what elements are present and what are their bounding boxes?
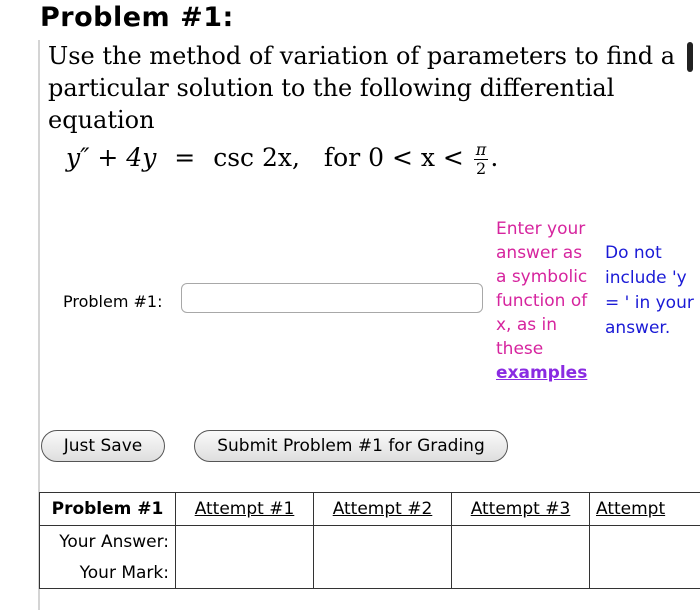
table-row-your-answer [40,526,700,558]
attempt-3-header[interactable]: Attempt #3 [452,493,590,526]
table-header-row [40,493,700,526]
answer-input[interactable] [181,283,483,313]
equation-lhs: y″ + 4y [66,143,157,172]
pi-over-two-fraction [474,141,489,178]
fraction-denominator: 2 [475,159,487,178]
just-save-button[interactable]: Just Save [41,430,165,462]
table-row-your-mark [40,557,700,589]
your-answer-label: Your Answer: [40,526,176,558]
attempt-4-answer-cell [590,526,700,558]
attempt-3-answer-cell [452,526,590,558]
your-mark-label: Your Mark: [40,557,176,589]
table-header-problem: Problem #1 [40,493,176,526]
scrollbar-thumb[interactable] [687,42,693,72]
equation-rhs: csc 2x, [213,143,300,172]
fraction-numerator: π [475,140,487,159]
attempt-1-header[interactable]: Attempt #1 [176,493,314,526]
differential-equation [66,141,498,178]
submit-for-grading-button[interactable]: Submit Problem #1 for Grading [194,430,508,462]
entry-help-text [496,217,596,385]
entry-help-body: Enter your answer as a symbolic function of x, as in these [496,219,588,359]
examples-link[interactable]: examples [496,363,588,383]
attempt-4-mark-cell [590,557,700,589]
problem-statement: Use the method of variation of parameters to find a particular solution to the following differential equation [48,42,676,134]
attempt-2-answer-cell [314,526,452,558]
equation-equals: = [174,143,196,172]
equation-domain: for 0 < x < [323,143,464,172]
attempt-3-mark-cell [452,557,590,589]
attempt-1-answer-cell [176,526,314,558]
attempt-1-mark-cell [176,557,314,589]
equation-period: . [490,143,499,172]
attempt-2-header[interactable]: Attempt #2 [314,493,452,526]
problem-title: Problem #1: [40,2,234,33]
answer-label: Problem #1: [63,292,163,311]
attempt-2-mark-cell [314,557,452,589]
answer-format-note: Do not include 'y = ' in your answer. [605,243,694,338]
attempts-table [39,492,700,589]
attempt-4-header[interactable]: Attempt [590,493,700,526]
